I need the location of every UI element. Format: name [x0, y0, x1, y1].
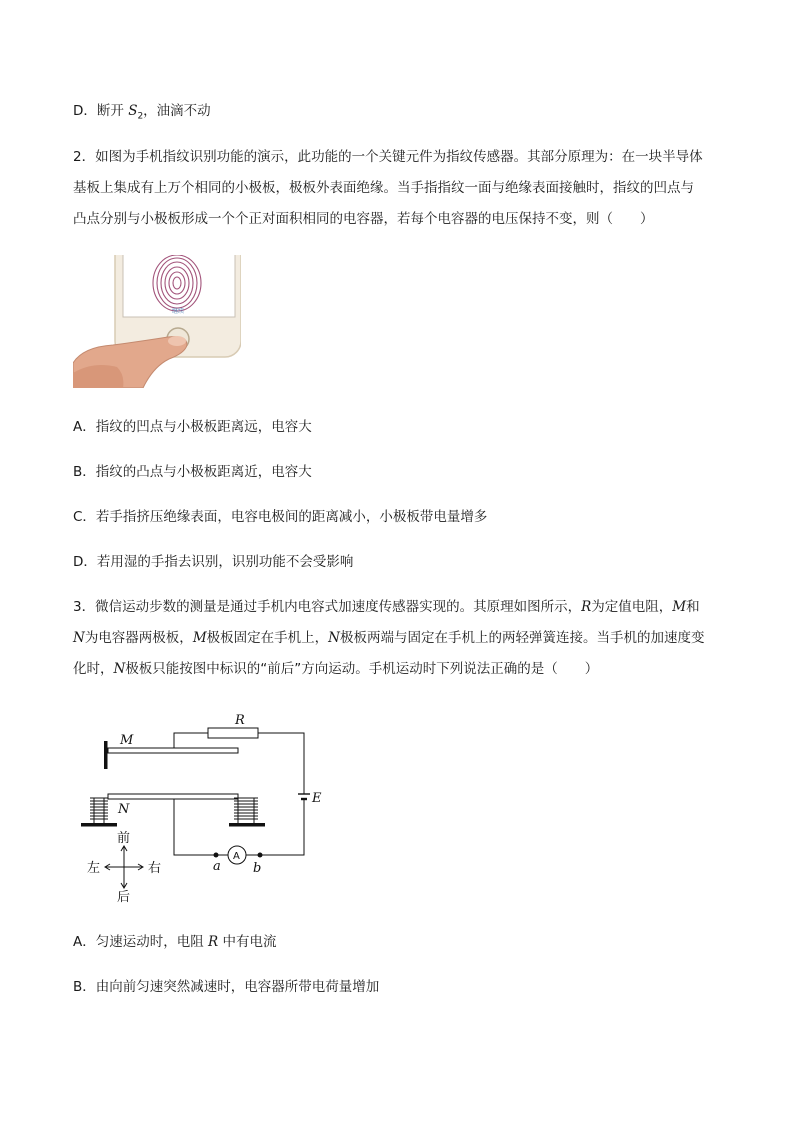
q3-l1-var-r: R	[581, 599, 592, 615]
label-e: E	[312, 791, 322, 806]
terminal-b	[258, 853, 263, 858]
label-m: M	[120, 733, 134, 748]
q3-l2-b: 为电容器两极板，	[84, 630, 193, 646]
terminal-a	[214, 853, 219, 858]
q3-l3-var-n: N	[113, 661, 126, 677]
q3-l1-var-m: M	[672, 599, 687, 615]
label-a: a	[213, 859, 221, 874]
label-right: 右	[148, 861, 162, 876]
wire-m-to-r	[174, 733, 208, 748]
label-back: 后	[117, 890, 131, 905]
wire-r-to-e	[258, 733, 304, 794]
label-n: N	[118, 802, 130, 817]
q3-l2-var-m: M	[192, 630, 207, 646]
q3-opt-a-var-r: R	[208, 934, 219, 950]
label-left: 左	[87, 861, 101, 876]
label-ammeter: A	[233, 851, 240, 862]
capacitor-circuit-diagram	[72, 705, 342, 909]
q2-option-c: C．若手指挤压绝缘表面，电容电极间的距离减小，小极板带电量增多	[73, 509, 488, 525]
n-plate	[108, 794, 238, 799]
label-front: 前	[117, 831, 131, 846]
left-spring-icon	[90, 798, 108, 823]
q3-l2-d: 极板固定在手机上，	[206, 630, 329, 646]
left-spring-base	[81, 823, 117, 827]
q1-option-d	[73, 101, 211, 127]
q3-l1-e: 和	[686, 599, 700, 615]
right-spring-icon	[234, 798, 258, 823]
q3-stem-line-1	[73, 597, 700, 617]
q3-opt-a-1: A．匀速运动时，电阻	[73, 934, 209, 950]
q1-option-d-var: S	[128, 103, 138, 119]
q1-option-d-suffix: ，油滴不动	[143, 103, 211, 119]
m-plate-wall	[104, 741, 108, 769]
right-spring-base	[229, 823, 265, 827]
q2-option-a: A．指纹的凹点与小极板距离远，电容大	[73, 419, 312, 435]
q3-opt-a-3: 中有电流	[218, 934, 277, 950]
q2-stem-line-1: 2．如图为手机指纹识别功能的演示，此功能的一个关键元件为指纹传感器。其部分原理为：在一块半导体	[73, 149, 703, 165]
q3-l2-f: 极板两端与固定在手机上的两轻弹簧连接。当手机的加速度变	[339, 630, 705, 646]
fingerprint-phone-illustration	[73, 255, 241, 388]
q3-l2-var-n2: N	[328, 630, 340, 646]
q1-option-d-sub: 2	[137, 111, 144, 122]
label-r: R	[235, 713, 245, 728]
q3-option-a	[73, 932, 277, 952]
wire-e-to-b	[260, 799, 304, 855]
fingerprint-phone-photo	[73, 255, 241, 388]
q2-option-b: B．指纹的凸点与小极板距离近，电容大	[73, 464, 312, 480]
direction-arrows-icon	[105, 846, 143, 888]
q3-l1-a: 3．微信运动步数的测量是通过手机内电容式加速度传感器实现的。其原理如图所示，	[73, 599, 582, 615]
q2-stem-line-3: 凸点分别与小极板形成一个个正对面积相同的电容器，若每个电容器的电压保持不变，则（ ）	[73, 211, 654, 227]
q3-l3-a: 化时，	[73, 661, 114, 677]
q2-option-d: D．若用湿的手指去识别，识别功能不会受影响	[73, 554, 354, 570]
wire-a-to-n	[174, 799, 216, 855]
label-b: b	[253, 861, 262, 876]
q3-l2-var-n: N	[73, 630, 85, 646]
resistor-r	[208, 728, 258, 738]
q2-stem-line-2: 基板上集成有上万个相同的小极板，极板外表面绝缘。当手指指纹一面与绝缘表面接触时，指纹的凹点与	[73, 180, 694, 196]
q3-l1-c: 为定值电阻，	[591, 599, 673, 615]
q3-option-b: B．由向前匀速突然减速时，电容器所带电荷量增加	[73, 979, 380, 995]
phone-screen-label: 继续	[171, 308, 185, 315]
q3-stem-line-2	[73, 628, 704, 648]
circuit-svg	[72, 705, 342, 905]
q3-l3-c: 极板只能按图中标识的“前后”方向运动。手机运动时下列说法正确的是（ ）	[125, 661, 599, 677]
q1-option-d-prefix: D．断开	[73, 103, 129, 119]
m-plate	[108, 748, 238, 753]
q3-stem-line-3	[73, 659, 598, 679]
